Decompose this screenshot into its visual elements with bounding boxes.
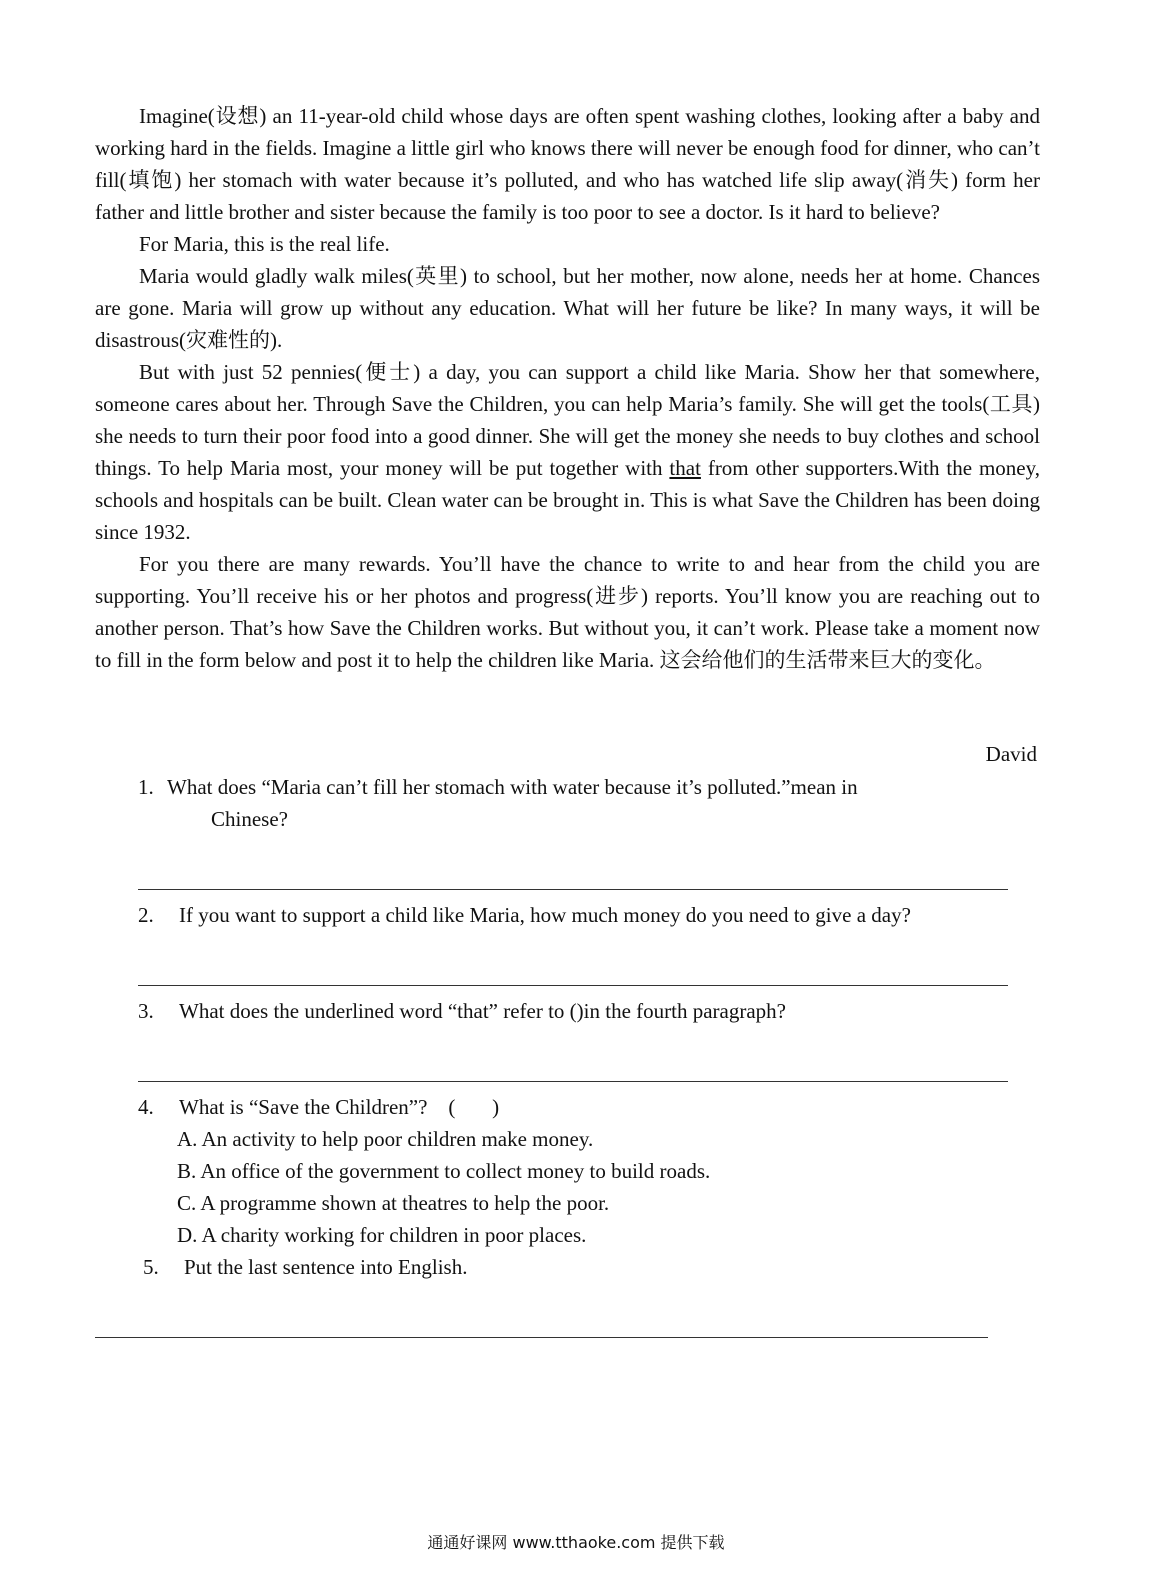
question-3-text: What does the underlined word “that” refer to ()in the fourth paragraph? bbox=[179, 999, 786, 1023]
option-d: D. A charity working for children in poor places. bbox=[177, 1223, 587, 1247]
question-1-text-continued: Chinese? bbox=[211, 807, 288, 831]
paragraph-1: Imagine(设想) an 11-year-old child whose days are often spent washing clothes, looking after a baby and working hard in the fields. Imagine a little girl who knows there will never be enough food for dinner, who can’t fill(填饱) her stomach with water because it’s polluted, and who has watched life slip away(消失) form her father and little brother and sister because the family is too poor to see a doctor. Is it hard to believe? bbox=[95, 104, 1040, 224]
question-1 bbox=[138, 771, 1040, 803]
reading-passage bbox=[95, 100, 1040, 676]
question-3 bbox=[138, 995, 786, 1027]
answer-line-3[interactable] bbox=[138, 1081, 1008, 1082]
question-3-number: 3. bbox=[138, 999, 154, 1023]
question-2 bbox=[138, 899, 911, 931]
paragraph-4-part-2: from other supporters.With the money, schools and hospitals can be built. Clean water can be brought in. This is what Save the Children has been doing since 1932. bbox=[95, 456, 1040, 544]
paragraph-3: Maria would gladly walk miles(英里) to school, but her mother, now alone, needs her at home. Chances are gone. Maria will grow up without any education. What will her future be like? In many ways, it will be disastrous(灾难性的). bbox=[95, 264, 1040, 352]
answer-line-1[interactable] bbox=[138, 889, 1008, 890]
option-c: C. A programme shown at theatres to help the poor. bbox=[177, 1191, 610, 1215]
paragraph-2: For Maria, this is the real life. bbox=[139, 232, 390, 256]
question-5-number: 5. bbox=[143, 1255, 159, 1279]
answer-line-5[interactable] bbox=[95, 1337, 988, 1338]
paragraph-5 bbox=[95, 548, 1040, 676]
paragraph-4 bbox=[95, 356, 1040, 548]
page-footer: 通通好课网 www.tthaoke.com 提供下载 bbox=[427, 1533, 725, 1552]
question-5 bbox=[143, 1251, 467, 1283]
question-4-number: 4. bbox=[138, 1095, 154, 1119]
question-2-text: If you want to support a child like Maria, how much money do you need to give a day? bbox=[179, 903, 911, 927]
question-1-text: What does “Maria can’t fill her stomach with water because it’s polluted.”mean in bbox=[167, 775, 858, 799]
question-5-text: Put the last sentence into English. bbox=[184, 1255, 468, 1279]
paragraph-4-part-1: But with just 52 pennies(便士) a day, you can support a child like Maria. Show her that somewhere, someone cares about her. Through Save the Children, you can help Maria’s family. She will get the tools(工具) she needs to turn their poor food into a good dinner. She will get the money she needs to buy clothes and school things. To help Maria most, your money will be put together with bbox=[95, 360, 1040, 480]
answer-line-2[interactable] bbox=[138, 985, 1008, 986]
question-1-number: 1. bbox=[138, 775, 154, 799]
underlined-word-that: that bbox=[669, 456, 701, 480]
option-a: A. An activity to help poor children make money. bbox=[177, 1127, 594, 1151]
paragraph-5-chinese-sentence: 这会给他们的生活带来巨大的变化。 bbox=[659, 648, 996, 672]
option-b: B. An office of the government to collect money to build roads. bbox=[177, 1159, 711, 1183]
author-signature: David bbox=[985, 742, 1037, 766]
question-4 bbox=[138, 1091, 499, 1123]
paragraph-5-english: For you there are many rewards. You’ll have the chance to write to and hear from the child you are supporting. You’ll receive his or her photos and progress(进步) reports. You’ll know you are reaching out to another person. That’s how Save the Children works. But without you, it can’t work. Please take a moment now to fill in the form below and post it to help the children like Maria. bbox=[95, 552, 1040, 672]
question-2-number: 2. bbox=[138, 903, 154, 927]
question-4-text: What is “Save the Children”? ( ) bbox=[179, 1095, 500, 1119]
